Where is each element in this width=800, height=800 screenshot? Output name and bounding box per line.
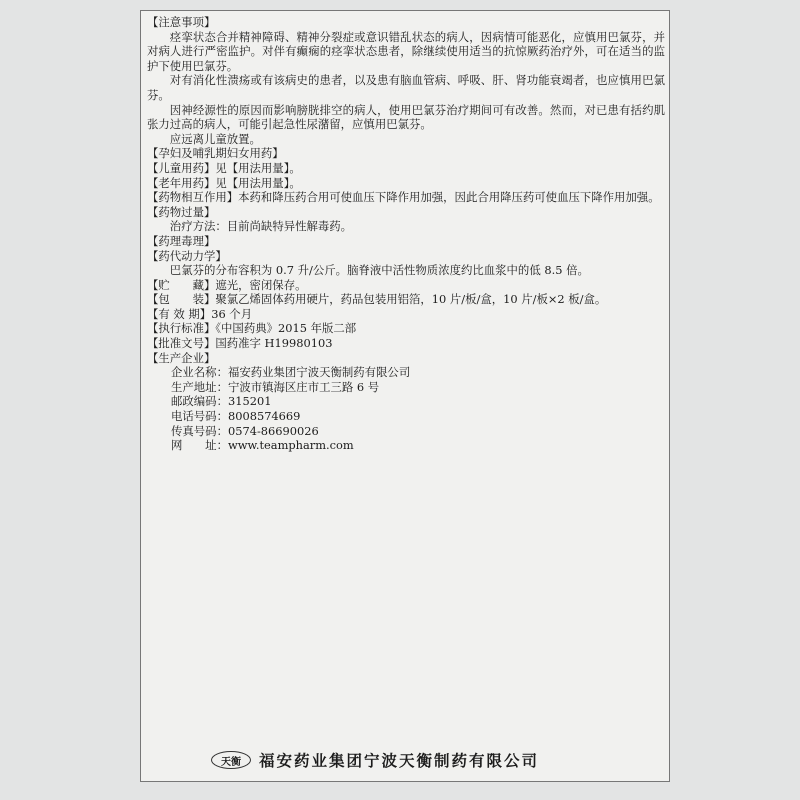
children-line: 【儿童用药】见【用法用量】。 xyxy=(147,160,301,175)
manufacturer-fax: 传真号码：0574-86690026 xyxy=(171,423,319,438)
storage-line: 【贮 藏】遮光，密闭保存。 xyxy=(147,277,307,292)
notes-heading: 【注意事项】 xyxy=(147,15,216,29)
manufacturer-web: 网 址：www.teampharm.com xyxy=(171,438,354,453)
elderly-line: 【老年用药】见【用法用量】。 xyxy=(147,175,301,190)
leaflet-frame xyxy=(140,10,670,782)
pk-heading: 【药代动力学】 xyxy=(147,248,227,263)
manufacturer-postcode: 邮政编码：315201 xyxy=(171,394,272,409)
leaflet-text xyxy=(147,15,665,741)
toxicology-heading: 【药理毒理】 xyxy=(147,233,216,248)
company-logo xyxy=(211,751,251,769)
notes-paragraph-6: 应远离儿童放置。 xyxy=(169,131,261,146)
package-line: 【包 装】聚氯乙烯固体药用硬片，药品包装用铝箔，10 片/板/盒，10 片/板×2 板/盒。 xyxy=(147,292,607,307)
approval-line: 【批准文号】国药准字 H19980103 xyxy=(147,336,333,351)
company-logo-text: 天衡 xyxy=(221,756,241,768)
manufacturer-address: 生产地址：宁波市镇海区庄市工三路 6 号 xyxy=(171,379,380,394)
company-name: 福安药业集团宁波天衡制药有限公司 xyxy=(259,752,540,770)
overdose-paragraph-2: 治疗方法：目前尚缺特异性解毒药。 xyxy=(169,219,353,234)
pregnancy-heading: 【孕妇及哺乳期妇女用药】 xyxy=(147,146,284,161)
validity-line: 【有 效 期】36 个月 xyxy=(147,306,253,321)
standard-line: 【执行标准】《中国药典》2015 年版二部 xyxy=(147,321,357,336)
manufacturer-heading: 【生产企业】 xyxy=(147,350,216,365)
company-footer xyxy=(211,748,649,772)
notes-paragraph-3: 因神经源性的原因而影响膀胱排空的病人，使用巴氯芬治疗期间可有改善。然而，对已患有括约肌张力过高的病人，可能引起急性尿潴留，应慎用巴氯芬。 xyxy=(147,102,665,132)
manufacturer-phone: 电话号码：8008574669 xyxy=(171,409,301,424)
notes-paragraph-2: 对有消化性溃疡或有该病史的患者，以及患有脑血管病、呼吸、肝、肾功能衰竭者，也应慎用巴氯芬。 xyxy=(147,73,665,102)
pk-paragraph-2: 巴氯芬的分布容积为 0.7 升/公斤。脑脊液中活性物质浓度约比血浆中的低 8.5 倍。 xyxy=(169,263,589,278)
interaction-line: 【药物相互作用】本药和降压药合用可使血压下降作用加强，因此合用降压药可使血压下降作用加强。 xyxy=(147,190,660,205)
overdose-heading: 【药物过量】 xyxy=(147,204,216,219)
manufacturer-name: 企业名称：福安药业集团宁波天衡制药有限公司 xyxy=(171,365,411,380)
notes-paragraph-1: 痉挛状态合并精神障碍、精神分裂症或意识错乱状态的病人，因病情可能恶化，应慎用巴氯芬，并对病人进行严密监护。对伴有癫痫的痉挛状态患者，除继续使用适当的抗惊厥药治疗外，可在适当的监护下使用巴氯芬。 xyxy=(147,29,665,73)
